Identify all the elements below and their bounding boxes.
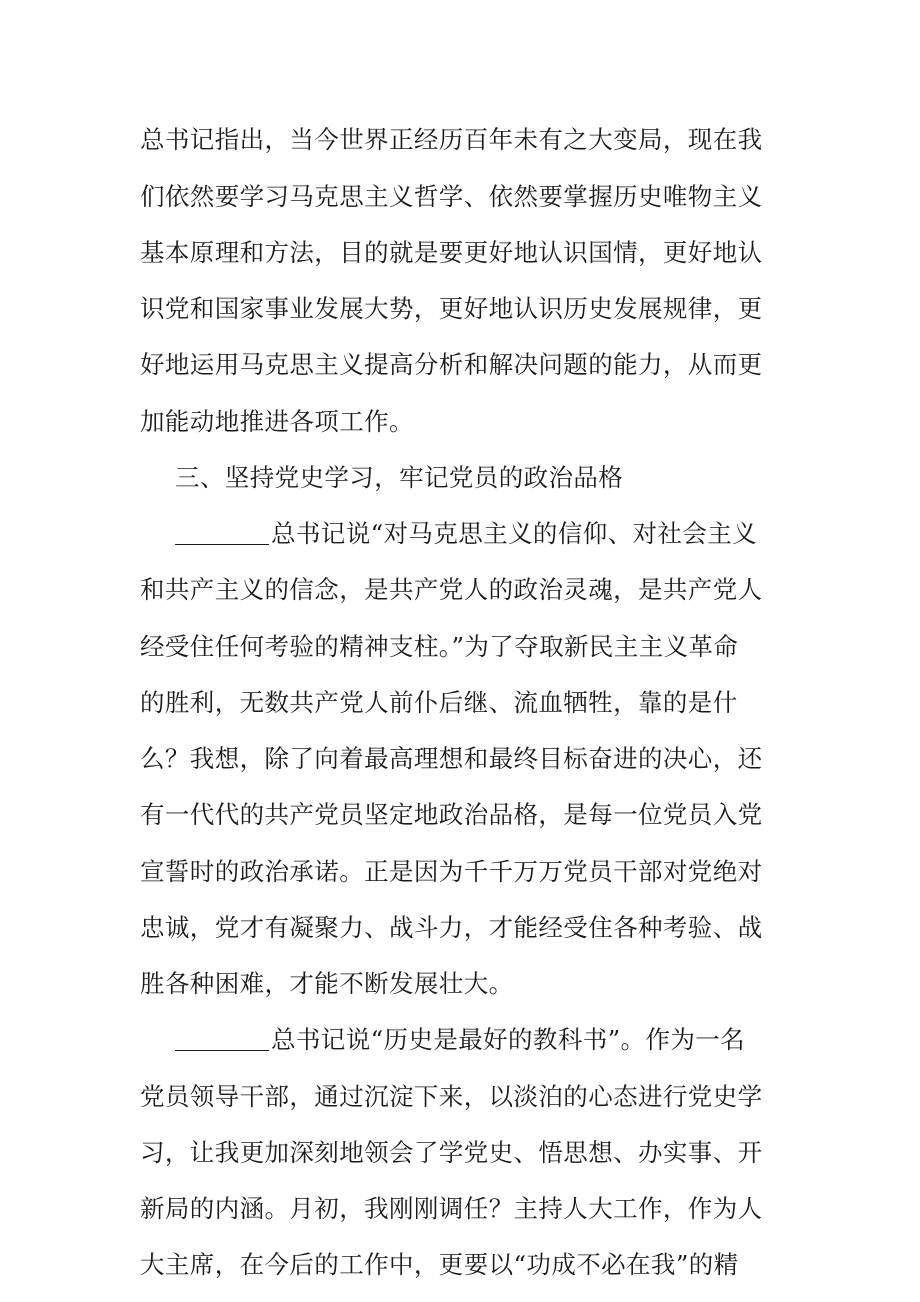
section-heading: 三、坚持党史学习，牢记党员的政治品格 [175, 463, 624, 492]
text-line: 习，让我更加深刻地领会了学党史、悟思想、办实事、开 [140, 1138, 763, 1167]
text-line: 新局的内涵。月初，我刚刚调任？主持人大工作，作为人 [140, 1194, 763, 1223]
text-line [175, 1020, 815, 1060]
text-line: 么？我想，除了向着最高理想和最终目标奋进的决心，还 [140, 744, 763, 773]
text-line: 胜各种困难，才能不断发展壮大。 [140, 969, 514, 998]
text-line: 和共产主义的信念，是共产党人的政治灵魂，是共产党人 [140, 575, 763, 604]
text-line: 党员领导干部，通过沉淀下来，以淡泊的心态进行党史学 [140, 1082, 763, 1111]
text-line: 经受住任何考验的精神支柱。”为了夺取新民主主义革命 [140, 632, 739, 661]
text-line: 宣誓时的政治承诺。正是因为千千万万党员干部对党绝对 [140, 857, 763, 886]
text-line: 识党和国家事业发展大势，更好地认识历史发展规律，更 [140, 294, 763, 323]
text-line: 基本原理和方法，目的就是要更好地认识国情，更好地认 [140, 238, 763, 267]
text-line-content: 总书记说“历史是最好的教科书”。作为一名 [271, 1025, 746, 1054]
text-line: 大主席，在今后的工作中，更要以“功成不必在我”的精 [140, 1250, 739, 1279]
text-line-content: 总书记说“对马克思主义的信仰、对社会主义 [271, 519, 758, 548]
text-line: 们依然要学习马克思主义哲学、依然要掌握历史唯物主义 [140, 182, 763, 211]
text-line: 的胜利，无数共产党人前仆后继、流血牺牲，靠的是什 [140, 688, 738, 717]
text-line [175, 514, 815, 554]
text-line: 总书记指出，当今世界正经历百年未有之大变局，现在我 [140, 125, 763, 154]
text-line: 好地运用马克思主义提高分析和解决问题的能力，从而更 [140, 350, 763, 379]
text-line: 加能动地推进各项工作。 [140, 407, 414, 436]
blank-underline [175, 520, 269, 545]
blank-underline [175, 1026, 269, 1051]
text-line: 忠诚，党才有凝聚力、战斗力，才能经受住各种考验、战 [140, 913, 763, 942]
text-line: 有一代代的共产党员坚定地政治品格，是每一位党员入党 [140, 800, 763, 829]
